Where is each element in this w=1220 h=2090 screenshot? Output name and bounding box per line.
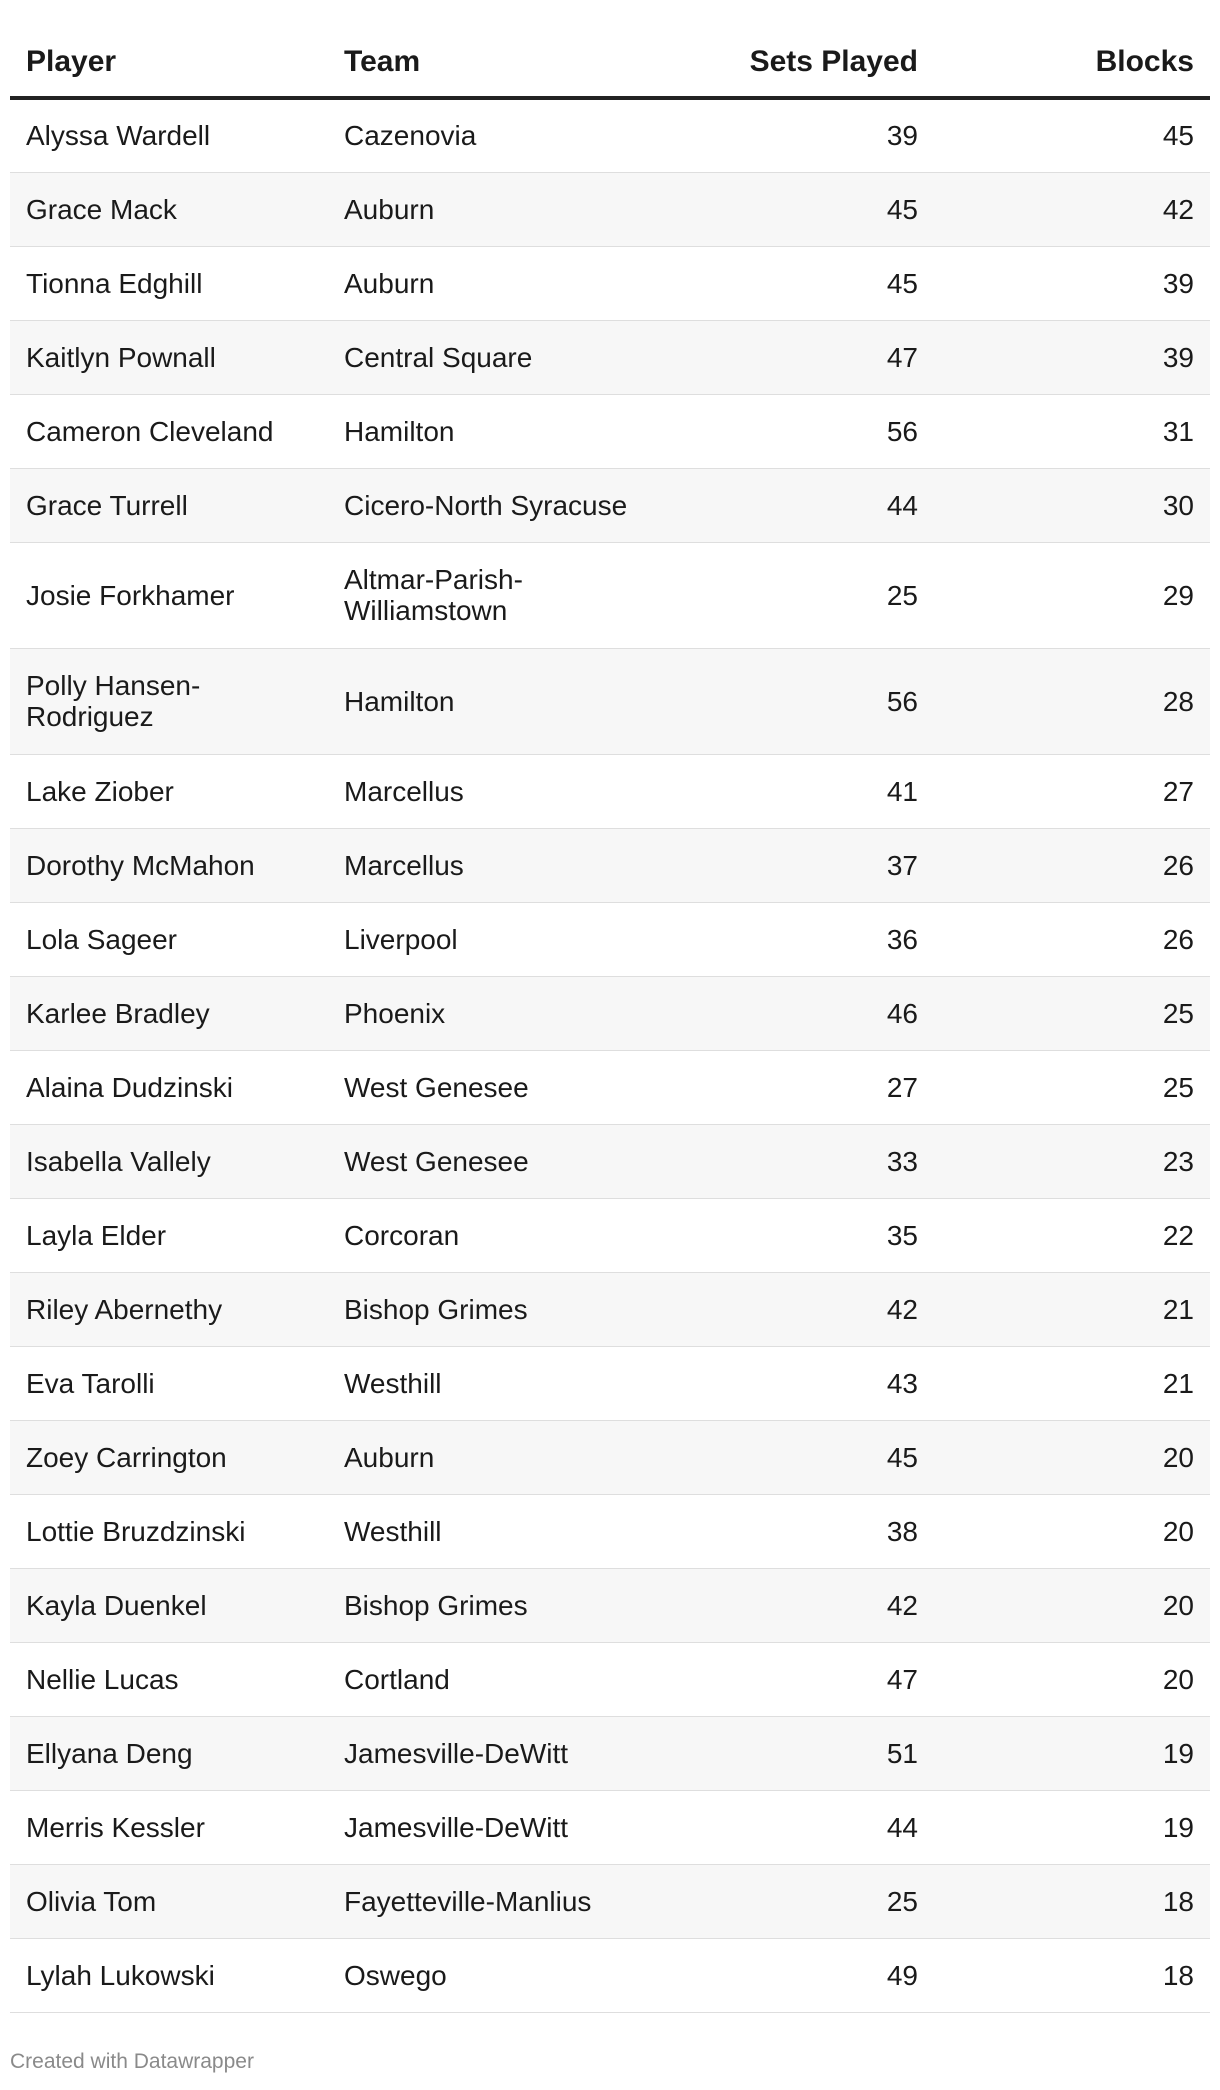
blocks-cell: 20 [934,1420,1210,1494]
team-cell: Bishop Grimes [328,1272,646,1346]
sets-played-cell: 25 [646,1864,934,1938]
table-row [10,1124,1210,1198]
blocks-leaders-table [10,28,1210,2013]
sets-played-cell: 56 [646,394,934,468]
player-cell: Cameron Cleveland [10,394,328,468]
blocks-cell: 26 [934,828,1210,902]
datawrapper-credit: Created with Datawrapper [10,2050,254,2073]
sets-played-cell: 46 [646,976,934,1050]
team-cell: Phoenix [328,976,646,1050]
team-cell: Cazenovia [328,98,646,172]
sets-played-cell: 37 [646,828,934,902]
blocks-cell: 25 [934,976,1210,1050]
table-row [10,98,1210,172]
team-cell: Corcoran [328,1198,646,1272]
player-cell: Riley Abernethy [10,1272,328,1346]
sets-played-cell: 45 [646,172,934,246]
player-cell: Alyssa Wardell [10,98,328,172]
player-cell: Tionna Edghill [10,246,328,320]
team-cell: Auburn [328,246,646,320]
blocks-cell: 22 [934,1198,1210,1272]
player-cell: Grace Mack [10,172,328,246]
sets-played-cell: 41 [646,754,934,828]
table-row [10,172,1210,246]
table-row [10,1716,1210,1790]
blocks-cell: 21 [934,1272,1210,1346]
blocks-cell: 45 [934,98,1210,172]
team-cell: Auburn [328,1420,646,1494]
team-cell: Cicero-North Syracuse [328,468,646,542]
table-row [10,1198,1210,1272]
table-row [10,1864,1210,1938]
table-row [10,1938,1210,2012]
sets-played-cell: 38 [646,1494,934,1568]
team-cell: Bishop Grimes [328,1568,646,1642]
blocks-cell: 19 [934,1716,1210,1790]
table-row [10,1494,1210,1568]
team-cell: West Genesee [328,1124,646,1198]
table-row [10,394,1210,468]
player-cell: Nellie Lucas [10,1642,328,1716]
sets-played-cell: 47 [646,320,934,394]
team-cell: Auburn [328,172,646,246]
blocks-cell: 31 [934,394,1210,468]
blocks-cell: 18 [934,1938,1210,2012]
blocks-cell: 20 [934,1494,1210,1568]
blocks-cell: 23 [934,1124,1210,1198]
sets-played-cell: 27 [646,1050,934,1124]
player-cell: Grace Turrell [10,468,328,542]
column-header-blocks[interactable]: Blocks [934,28,1210,98]
table-row [10,246,1210,320]
blocks-cell: 30 [934,468,1210,542]
table-row [10,468,1210,542]
sets-played-cell: 44 [646,1790,934,1864]
sets-played-cell: 25 [646,542,934,648]
sets-played-cell: 47 [646,1642,934,1716]
player-cell: Alaina Dudzinski [10,1050,328,1124]
player-cell: Lottie Bruzdzinski [10,1494,328,1568]
table-row [10,976,1210,1050]
blocks-cell: 18 [934,1864,1210,1938]
table-row [10,542,1210,648]
player-cell: Lake Ziober [10,754,328,828]
blocks-cell: 19 [934,1790,1210,1864]
team-cell: Fayetteville-Manlius [328,1864,646,1938]
player-cell: Dorothy McMahon [10,828,328,902]
column-header-team[interactable]: Team [328,28,646,98]
blocks-cell: 42 [934,172,1210,246]
stats-table-container [10,28,1210,2013]
team-cell: Central Square [328,320,646,394]
table-header [10,28,1210,98]
team-cell: Hamilton [328,648,646,754]
sets-played-cell: 39 [646,98,934,172]
sets-played-cell: 56 [646,648,934,754]
table-row [10,1642,1210,1716]
sets-played-cell: 49 [646,1938,934,2012]
table-body [10,98,1210,2012]
team-cell: Jamesville-DeWitt [328,1716,646,1790]
blocks-cell: 27 [934,754,1210,828]
column-header-player[interactable]: Player [10,28,328,98]
player-cell: Eva Tarolli [10,1346,328,1420]
player-cell: Lola Sageer [10,902,328,976]
team-cell: Hamilton [328,394,646,468]
header-row [10,28,1210,98]
table-row [10,754,1210,828]
team-cell: Liverpool [328,902,646,976]
table-row [10,1050,1210,1124]
table-row [10,1568,1210,1642]
table-row [10,828,1210,902]
player-cell: Isabella Vallely [10,1124,328,1198]
sets-played-cell: 35 [646,1198,934,1272]
sets-played-cell: 43 [646,1346,934,1420]
table-row [10,648,1210,754]
team-cell: Cortland [328,1642,646,1716]
player-cell: Kayla Duenkel [10,1568,328,1642]
sets-played-cell: 36 [646,902,934,976]
sets-played-cell: 45 [646,246,934,320]
player-cell: Olivia Tom [10,1864,328,1938]
team-cell: Westhill [328,1494,646,1568]
player-cell: Josie Forkhamer [10,542,328,648]
table-row [10,1790,1210,1864]
blocks-cell: 29 [934,542,1210,648]
player-cell: Ellyana Deng [10,1716,328,1790]
player-cell: Polly Hansen-Rodriguez [10,648,328,754]
sets-played-cell: 45 [646,1420,934,1494]
table-row [10,1272,1210,1346]
team-cell: Marcellus [328,754,646,828]
table-row [10,1420,1210,1494]
table-row [10,902,1210,976]
sets-played-cell: 42 [646,1272,934,1346]
column-header-sets-played[interactable]: Sets Played [646,28,934,98]
player-cell: Lylah Lukowski [10,1938,328,2012]
blocks-cell: 21 [934,1346,1210,1420]
team-cell: Marcellus [328,828,646,902]
blocks-cell: 39 [934,246,1210,320]
sets-played-cell: 33 [646,1124,934,1198]
blocks-cell: 39 [934,320,1210,394]
blocks-cell: 20 [934,1642,1210,1716]
table-row [10,320,1210,394]
team-cell: West Genesee [328,1050,646,1124]
player-cell: Merris Kessler [10,1790,328,1864]
blocks-cell: 28 [934,648,1210,754]
blocks-cell: 25 [934,1050,1210,1124]
table-row [10,1346,1210,1420]
player-cell: Layla Elder [10,1198,328,1272]
team-cell: Jamesville-DeWitt [328,1790,646,1864]
player-cell: Kaitlyn Pownall [10,320,328,394]
team-cell: Altmar-Parish-Williamstown [328,542,646,648]
player-cell: Karlee Bradley [10,976,328,1050]
sets-played-cell: 51 [646,1716,934,1790]
blocks-cell: 20 [934,1568,1210,1642]
team-cell: Westhill [328,1346,646,1420]
sets-played-cell: 42 [646,1568,934,1642]
blocks-cell: 26 [934,902,1210,976]
player-cell: Zoey Carrington [10,1420,328,1494]
sets-played-cell: 44 [646,468,934,542]
team-cell: Oswego [328,1938,646,2012]
